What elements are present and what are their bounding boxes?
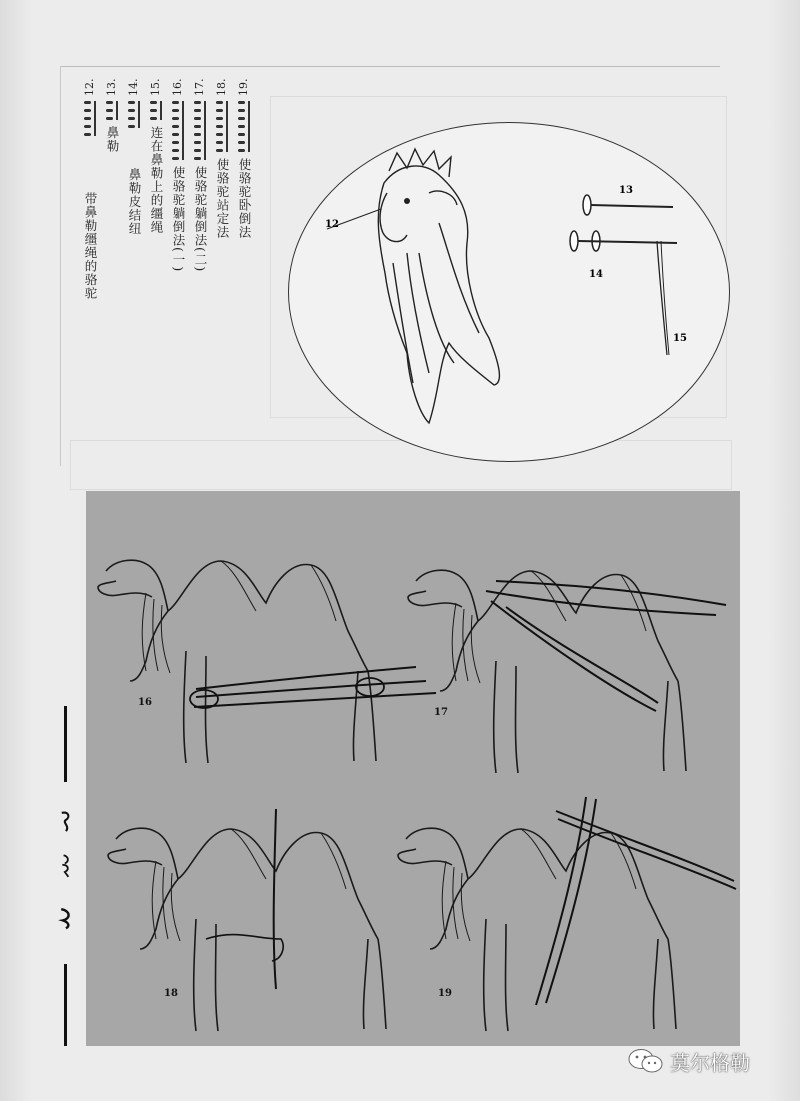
mongolian-script <box>128 101 140 128</box>
wechat-icon <box>628 1048 664 1074</box>
mongolian-script <box>238 101 250 152</box>
camel-figures <box>86 491 740 1046</box>
figure-17-camel <box>408 570 726 773</box>
mongolian-glyph-icon <box>56 810 76 834</box>
legend-entry-17 <box>191 74 209 474</box>
legend-number: 17. <box>193 78 206 96</box>
legend-text: 使骆驼卧倒法 <box>237 158 252 239</box>
mongolian-script <box>84 101 96 136</box>
legend-entry-19 <box>235 74 253 474</box>
legend-number: 13. <box>105 78 118 96</box>
watermark <box>628 1046 750 1076</box>
legend-number: 15. <box>149 78 162 96</box>
camel-restraint-plate <box>86 491 740 1046</box>
legend-text: 带鼻勒缰绳的骆驼 <box>83 192 98 300</box>
mongolian-script <box>194 101 206 160</box>
legend-entry-18 <box>213 74 231 474</box>
eye-icon <box>404 198 410 204</box>
legend-text: 鼻勒 <box>105 126 120 153</box>
label-17: 17 <box>434 707 448 718</box>
running-head-rule-bottom <box>64 964 67 1046</box>
legend-entry-12 <box>81 74 99 474</box>
legend-text: 鼻勒皮结纽 <box>127 168 142 236</box>
label-12: 12 <box>325 219 339 230</box>
mongolian-script <box>150 101 162 120</box>
legend-text: 使骆驼躺倒法(一) <box>171 166 186 273</box>
figure-16-camel <box>98 560 436 763</box>
legend-number: 18. <box>215 78 228 96</box>
legend-number: 14. <box>127 78 140 96</box>
watermark-text: 莫尔格勒 <box>670 1050 750 1075</box>
figure-18-camel <box>108 809 386 1031</box>
figure-legend <box>82 74 252 494</box>
legend-entry-14 <box>125 74 143 474</box>
nose-peg-13 <box>583 195 673 215</box>
label-14: 14 <box>589 269 603 280</box>
running-head-mongolian <box>56 706 76 1046</box>
legend-entry-16 <box>169 74 187 474</box>
legend-text: 使骆驼躺倒法(二) <box>193 166 208 273</box>
running-head-rule-top <box>64 706 67 782</box>
legend-number: 12. <box>83 78 96 96</box>
legend-text: 使骆驼站定法 <box>215 158 230 239</box>
label-16: 16 <box>138 697 152 708</box>
camel-head-drawing <box>289 123 729 461</box>
mongolian-glyph-icon <box>56 854 76 878</box>
mongolian-glyph-icon <box>56 906 76 930</box>
mongolian-script <box>216 101 228 152</box>
header-rule <box>60 66 720 67</box>
legend-text: 连在鼻勒上的缰绳 <box>149 126 164 234</box>
legend-number: 16. <box>171 78 184 96</box>
nose-peg-detail-illustration <box>288 122 730 462</box>
label-15: 15 <box>673 333 687 344</box>
label-13: 13 <box>619 185 633 196</box>
mongolian-script <box>106 101 118 120</box>
legend-entry-15 <box>147 74 165 474</box>
mongolian-script <box>172 101 184 160</box>
margin-rule <box>60 66 61 466</box>
label-19: 19 <box>438 988 452 999</box>
legend-number: 19. <box>237 78 250 96</box>
legend-entry-13 <box>103 74 121 474</box>
label-18: 18 <box>164 988 178 999</box>
